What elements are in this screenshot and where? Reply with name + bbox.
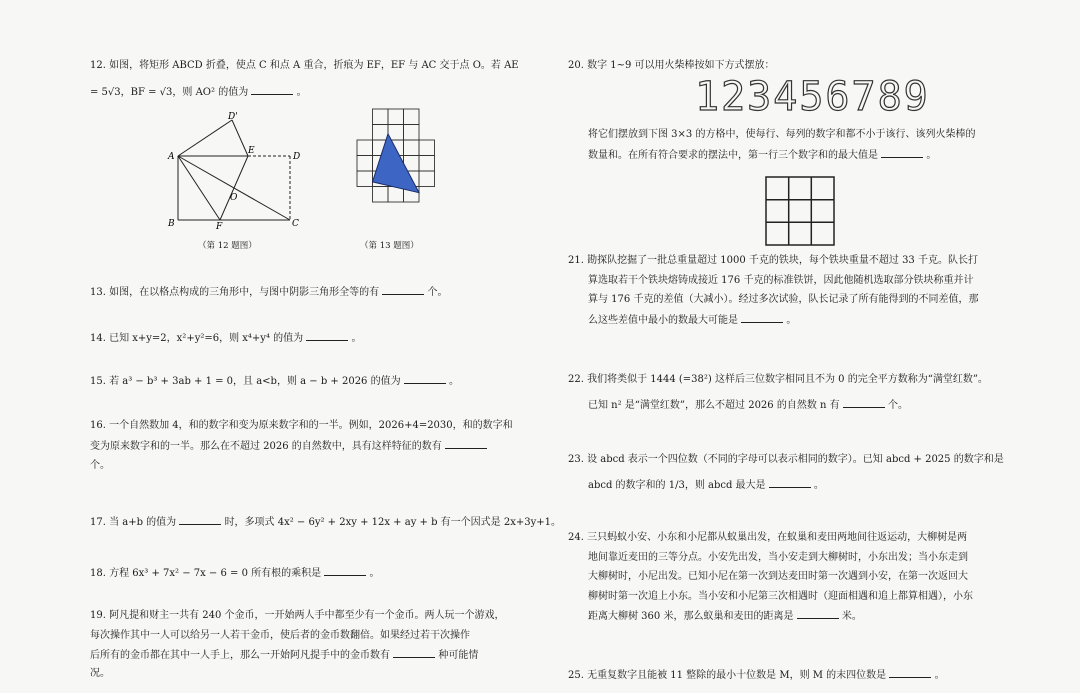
grid-cell [357, 171, 373, 187]
q19-line2: 每次操作其中一人可以给另一人若干金币，使后者的金币数翻倍。如果经过若干次操作 [90, 629, 470, 641]
grid-cell [373, 125, 389, 141]
grid-cell [404, 125, 420, 141]
q24-line4: 柳树时第一次追上小东。当小安和小尼第三次相遇时（迎面相遇和追上都算相遇），小东 [588, 590, 973, 602]
q25-text: 25. 无重复数字且能被 11 整除的最小十位数是 M，则 M 的末四位数是 [568, 670, 887, 681]
question-12 [90, 58, 530, 100]
grid-cell [419, 156, 435, 172]
label-d-prime: D' [228, 112, 238, 122]
grid-cell [404, 140, 420, 156]
q17-answer-blank[interactable] [179, 514, 221, 525]
q12-tail: 。 [296, 86, 307, 98]
q21-line4: 么这些差值中最小的数最大可能是 [588, 314, 738, 326]
q13-tail: 个。 [427, 287, 448, 298]
q14-text: 14. 已知 x+y=2，x²+y²=6，则 x⁴+y⁴ 的值为 [90, 333, 304, 344]
q15-text: 15. 若 a³ − b³ + 3ab + 1 = 0，且 a<b，则 a − b + 2026 的值为 [90, 376, 401, 387]
question-22 [568, 372, 1018, 413]
q25-answer-blank[interactable] [889, 667, 931, 678]
q13-answer-blank[interactable] [382, 284, 424, 295]
question-21 [568, 253, 1018, 328]
question-13 [90, 284, 447, 301]
q17-pre: 17. 当 a+b 的值为 [90, 517, 177, 528]
q14-tail: 。 [351, 333, 362, 344]
grid-cell [373, 109, 389, 125]
q16-line3: 个。 [90, 460, 110, 471]
three-by-three-grid [765, 176, 835, 246]
label-c: C [292, 219, 299, 229]
q22-line2: 已知 n² 是“满堂红数”，那么不超过 2026 的自然数 n 有 [588, 399, 840, 411]
q19-line4: 况。 [90, 667, 110, 679]
grid-cell [357, 140, 373, 156]
question-18 [90, 565, 380, 582]
q21-line3: 算与 176 千克的差值（大减小）。经过多次试验，队长记录了所有能得到的不同差值，那 [588, 294, 979, 305]
question-25 [568, 667, 945, 684]
shaded-triangle [373, 134, 420, 193]
q20-line2: 将它们摆放到下图 3×3 的方格中，使每行、每列的数字和都不小于该行、该列火柴棒的 [588, 129, 976, 140]
q20-answer-blank[interactable] [881, 147, 923, 158]
q19-line3: 后所有的金币都在其中一人手上，那么一开始阿凡提手中的金币数有 [90, 650, 390, 661]
label-f: F [216, 222, 223, 230]
q18-text: 18. 方程 6x³ + 7x² − 7x − 6 = 0 所有根的乘积是 [90, 568, 322, 579]
figure-13-grid [345, 108, 463, 212]
q24-line2: 地间靠近麦田的三等分点。小安先出发，当小安走到大柳树时，小东出发；当小东走到 [588, 551, 968, 563]
q18-answer-blank[interactable] [324, 565, 366, 576]
q12-line2: = 5√3，BF = √3，则 AO² 的值为 [90, 86, 249, 98]
q23-line2: abcd 的数字和的 1/3，则 abcd 最大是 [588, 479, 766, 491]
q13-text: 13. 如图，在以格点构成的三角形中，与图中阴影三角形全等的有 [90, 287, 380, 298]
grid-cell [419, 140, 435, 156]
q19-line1: 19. 阿凡提和财主一共有 240 个金币，一开始两人手中都至少有一个金币。两人玩一个游戏， [90, 610, 505, 621]
q23-line1: 23. 设 abcd 表示一个四位数（不同的字母可以表示相同的数字）。已知 abcd + 2025 的数字和是 [568, 454, 1004, 465]
q19-answer-blank[interactable] [393, 647, 435, 658]
q21-answer-blank[interactable] [741, 312, 783, 323]
grid-cell [373, 187, 389, 203]
question-24 [568, 530, 1018, 625]
segment-d-prime-e [232, 120, 248, 156]
q15-tail: 。 [448, 376, 459, 387]
q21-line1: 21. 勘探队挖掘了一批总重量超过 1000 千克的铁块，每个铁块重量不超过 33 千克。队长打 [568, 255, 978, 266]
q19-line3-tail: 种可能情 [438, 650, 479, 661]
grid-cell [357, 156, 373, 172]
q14-answer-blank[interactable] [306, 330, 348, 341]
grid-cell [404, 109, 420, 125]
segment-ad-prime [178, 120, 232, 156]
question-17 [90, 514, 561, 531]
q20-tail: 。 [926, 149, 937, 161]
q24-line5: 距离大柳树 360 米，那么蚁巢和麦田的距离是 [588, 611, 794, 622]
q20-line1: 20. 数字 1~9 可以用火柴棒按如下方式摆放： [568, 60, 775, 71]
question-15 [90, 373, 459, 390]
q23-tail: 。 [813, 479, 824, 491]
question-20-body [588, 127, 1018, 163]
grid-cell [388, 109, 404, 125]
label-o: O [230, 193, 238, 203]
figure-12-rectangle-fold [160, 110, 310, 230]
grid-cell [419, 171, 435, 187]
q12-line1: 12. 如图，将矩形 ABCD 折叠，使点 C 和点 A 重合，折痕为 EF，EF 与 AC 交于点 O。若 AE [90, 60, 519, 71]
q20-line3: 数量和。在所有符合要求的摆法中，第一行三个数字和的最大值是 [588, 149, 878, 161]
q22-answer-blank[interactable] [843, 397, 885, 408]
q21-line2: 算选取若干个铁块熔铸成接近 176 千克的标准铁饼，因此他随机选取部分铁块称重并计 [588, 274, 974, 286]
q16-answer-blank[interactable] [445, 438, 487, 449]
q24-line1: 24. 三只蚂蚁小安、小东和小尼都从蚁巢出发，在蚁巢和麦田两地间往返运动，大柳树是两 [568, 532, 968, 543]
q22-line1: 22. 我们将类似于 1444 (=38²) 这样后三位数字相同且不为 0 的完全平方数称为“满堂红数”。 [568, 374, 988, 385]
q12-answer-blank[interactable] [251, 84, 293, 95]
segment-af [178, 156, 220, 220]
question-23 [568, 452, 1018, 493]
q22-tail: 个。 [888, 399, 909, 411]
q25-tail: 。 [934, 670, 945, 681]
question-20 [568, 58, 1008, 74]
figure-13-caption: （第 13 题图） [360, 241, 419, 251]
q17-post: 时，多项式 4x² − 6y² + 2xy + 12x + ay + b 有一个因式是 2x+3y+1。 [224, 517, 561, 528]
figure-12-caption: （第 12 题图） [198, 241, 257, 251]
q16-line2: 变为原来数字和的一半。那么在不超过 2026 的自然数中，具有这样特征的数有 [90, 440, 442, 452]
crease-ef [220, 156, 248, 220]
label-b: B [168, 219, 175, 229]
q24-answer-blank[interactable] [797, 608, 839, 619]
question-19 [90, 608, 535, 681]
q23-answer-blank[interactable] [769, 477, 811, 488]
label-e: E [248, 146, 255, 156]
label-a: A [168, 152, 175, 162]
q15-answer-blank[interactable] [404, 373, 446, 384]
q18-tail: 。 [369, 568, 380, 579]
question-14 [90, 330, 362, 347]
q24-tail: 米。 [841, 611, 862, 622]
q24-line3: 大柳树时，小尼出发。已知小尼在第一次到达麦田时第一次遇到小安，在第一次返回大 [588, 571, 968, 582]
q16-line1: 16. 一个自然数加 4，和的数字和变为原来数字和的一半。例如，2026+4=2030，和的数字和 [90, 420, 513, 431]
q21-tail: 。 [786, 314, 797, 326]
question-16 [90, 418, 535, 474]
matchstick-digits: 123456789 [695, 74, 930, 120]
label-d: D [293, 152, 301, 162]
